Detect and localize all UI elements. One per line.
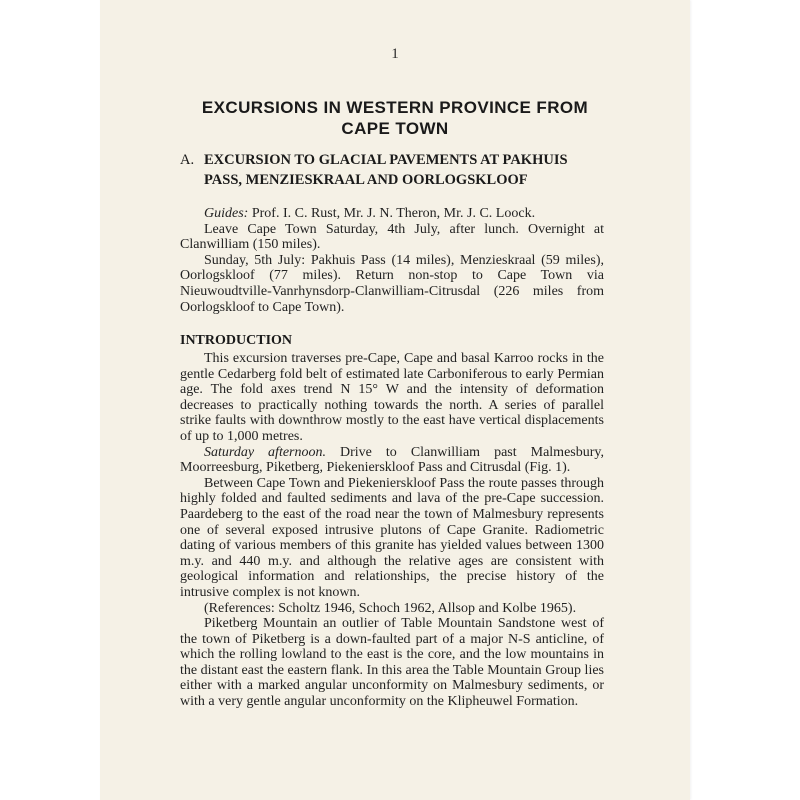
section-letter: A.: [180, 152, 195, 168]
itinerary-block: [180, 206, 604, 315]
itinerary-sunday: Sunday, 5th July: Pakhuis Pass (14 miles), Menzieskraal (59 miles), Oorlogskloof (77 miles). Return non-stop to Cape Town via Nieuwoudtville-Vanrhynsdorp-Clanwilliam-Citrusdal (226 miles from Oorlogskloof to Cape Town).: [180, 252, 604, 315]
intro-paragraph-5: Piketberg Mountain an outlier of Table Mountain Sandstone west of the town of Piketberg is a down-faulted part of a major N-S anticline, of which the rolling lowland to the east is the core, and the low mountains in the distant east the eastern flank. In this area the Table Mountain Group lies either with a marked angular unconformity on Malmesbury sediments, or with a very gentle angular unconformity on the Klipheuwel Formation.: [180, 616, 604, 710]
title-line-1: EXCURSIONS IN WESTERN PROVINCE FROM: [201, 98, 589, 117]
introduction-body: [180, 351, 604, 710]
intro-paragraph-4: (References: Scholtz 1946, Schoch 1962, Allsop and Kolbe 1965).: [204, 600, 577, 616]
saturday-afternoon-text: Drive to Clanwilliam past Malmesbury, Moorreesburg, Piketberg, Piekenierskloof Pass and Citrusdal (Fig. 1).: [180, 444, 604, 476]
guides-names: Prof. I. C. Rust, Mr. J. N. Theron, Mr. J. C. Loock.: [248, 206, 536, 221]
guides-label: Guides:: [204, 206, 249, 221]
introduction-heading: INTRODUCTION: [180, 333, 293, 348]
section-heading: [180, 150, 650, 190]
intro-paragraph-1: This excursion traverses pre-Cape, Cape and basal Karroo rocks in the gentle Cedarberg fold belt of estimated late Carboniferous to early Permian age. The fold axes trend N 15° W and the intensity of deformation decreases to practically nothing towards the north. A series of parallel strike faults with downthrow mostly to the east have vertical displacements of up to 1,000 metres.: [180, 351, 604, 444]
page-number: 1: [391, 46, 399, 62]
intro-paragraph-3: Between Cape Town and Piekenierskloof Pass the route passes through highly folded and faulted sediments and lava of the pre-Cape succession. Paardeberg to the east of the road near the town of Malmesbury represents one of several exposed intrusive plutons of Cape Granite. Radiometric dating of various members of this granite has yielded values between 1300 m.y. and 440 m.y. and although the relative ages are consistent with geological information and relationships, the precise history of the intrusive complex is not known.: [180, 475, 604, 600]
guides-paragraph: [180, 206, 604, 222]
intro-paragraph-2: [180, 445, 604, 476]
saturday-afternoon-label: Saturday afternoon.: [204, 444, 326, 460]
document-page: [100, 0, 690, 800]
page-title: [100, 97, 690, 139]
itinerary-saturday: Leave Cape Town Saturday, 4th July, after lunch. Overnight at Clanwilliam (150 miles).: [180, 221, 604, 253]
title-line-2: CAPE TOWN: [341, 119, 449, 138]
section-heading-line-1: EXCURSION TO GLACIAL PAVEMENTS AT PAKHUIS: [204, 152, 568, 168]
section-heading-line-2: PASS, MENZIESKRAAL AND OORLOGSKLOOF: [204, 172, 528, 188]
